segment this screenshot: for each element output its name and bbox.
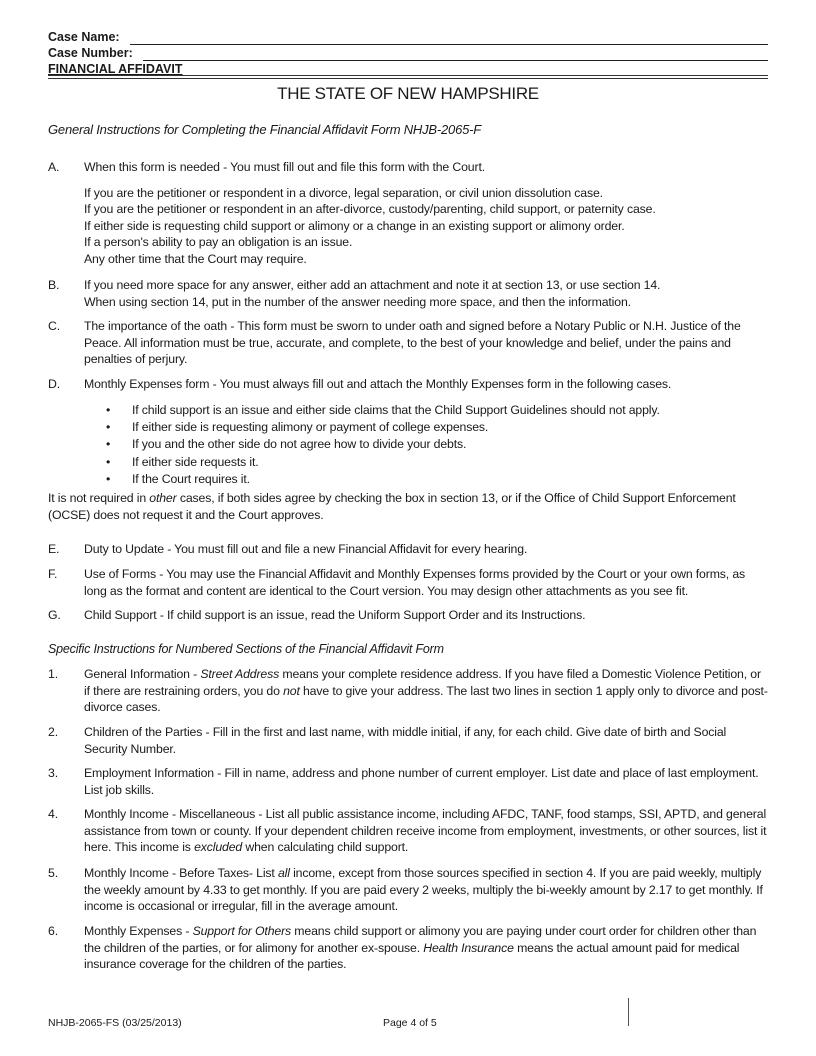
item-label: 5. <box>48 866 58 880</box>
text-emphasis: all <box>277 866 290 880</box>
instruction-b <box>48 277 770 310</box>
text-run: income, except from those sources specified in section 4. If you are paid weekly, multiply the weekly amount by 4.33 to get monthly. If you are paid every 2 weeks, multiply the bi-weekly amount by 2.17 to get monthly. If income is occasional or irregular, fill in the average amount. <box>84 866 763 913</box>
section-1-instruction <box>48 666 770 716</box>
monthly-expenses-bullet-list <box>106 402 660 488</box>
instruction-d <box>48 376 770 393</box>
item-label: 1. <box>48 667 58 681</box>
section-6-text <box>84 923 770 973</box>
instruction-a-sub-4: If a person's ability to pay an obligation is an issue. <box>84 235 353 249</box>
instruction-e <box>48 541 770 558</box>
case-name-label: Case Name: <box>48 30 120 44</box>
text-emphasis: not <box>283 683 300 698</box>
section-6-instruction <box>48 923 770 973</box>
instruction-g <box>48 607 770 624</box>
instruction-a-text: When this form is needed - You must fill out and file this form with the Court. <box>84 160 485 174</box>
text-run: Monthly Income - Miscellaneous - List all public assistance income, including AFDC, TANF, food stamps, SSI, APTD, and general assistance from town or county. If your dependent children receive income from employment, investments, or other sources, list it here. This income is <box>84 807 767 854</box>
instruction-f <box>48 566 770 599</box>
header-divider <box>48 75 768 79</box>
bullet-item: • If either side requests it. <box>106 454 660 471</box>
note-text: It is not required in <box>48 491 150 505</box>
bullet-item: • If you and the other side do not agree how to divide your debts. <box>106 436 660 453</box>
text-emphasis: Support for Others <box>192 924 292 938</box>
instruction-c-text: The importance of the oath - This form must be sworn to under oath and signed before a Notary Public or N.H. Justice of the Peace. All information must be true, accurate, and complete, to the best of your knowledge and belief, under the pains and penalties of perjury. <box>84 319 741 366</box>
instruction-a-sub-3: If either side is requesting child support or alimony or a change in an existing support or alimony order. <box>84 218 625 233</box>
instruction-f-text: Use of Forms - You may use the Financial Affidavit and Monthly Expenses forms provided by the Court or your own forms, as long as the format and content are identical to the Court version. You may design other attachments as you see fit. <box>84 567 746 598</box>
bullet-item: • If the Court requires it. <box>106 471 660 488</box>
state-title: THE STATE OF NEW HAMPSHIRE <box>277 84 539 103</box>
specific-instructions-heading: Specific Instructions for Numbered Sections of the Financial Affidavit Form <box>48 642 444 656</box>
item-label: D. <box>48 377 60 391</box>
item-label: G. <box>48 608 61 622</box>
instruction-g-text: Child Support - If child support is an issue, read the Uniform Support Order and its Instructions. <box>84 608 586 622</box>
item-label: B. <box>48 278 60 292</box>
bullet-item: • If either side is requesting alimony or payment of college expenses. <box>106 419 660 436</box>
case-name-field[interactable] <box>130 44 768 45</box>
instruction-e-text: Duty to Update - You must fill out and file a new Financial Affidavit for every hearing. <box>84 542 528 556</box>
text-emphasis: excluded <box>194 840 243 854</box>
general-instructions-heading: General Instructions for Completing the Financial Affidavit Form NHJB-2065-F <box>48 122 481 137</box>
item-label: 2. <box>48 725 58 739</box>
page-number: Page 4 of 5 <box>383 1017 437 1029</box>
section-4-instruction <box>48 806 770 856</box>
item-label: C. <box>48 319 60 333</box>
item-label: 4. <box>48 807 58 821</box>
item-label: 6. <box>48 924 58 938</box>
instruction-a-sub-5: Any other time that the Court may require. <box>84 251 307 266</box>
text-run: General Information - <box>84 667 201 681</box>
instruction-b-line-2: When using section 14, put in the number of the answer needing more space, and then the information. <box>84 294 631 309</box>
section-4-text <box>84 806 770 856</box>
case-number-field[interactable] <box>143 60 768 61</box>
section-1-text <box>84 666 770 716</box>
item-label: E. <box>48 542 60 556</box>
bullet-item: • If child support is an issue and either side claims that the Child Support Guidelines should not apply. <box>106 402 660 419</box>
section-2-text: Children of the Parties - Fill in the first and last name, with middle initial, if any, for each child. Give date of birth and Social Security Number. <box>84 725 727 756</box>
note-emphasis: other <box>149 491 177 505</box>
case-number-label: Case Number: <box>48 46 133 60</box>
section-3-instruction <box>48 765 770 798</box>
text-run: have to give your address. The last two lines in section 1 apply only to divorce and post-divorce cases. <box>84 683 768 714</box>
text-run: means the actual amount paid for medical insurance coverage for the children of the parties. <box>84 940 740 971</box>
section-5-instruction <box>48 865 770 915</box>
margin-bar <box>628 998 629 1026</box>
item-label: 3. <box>48 766 58 780</box>
text-run: when calculating child support. <box>242 840 409 854</box>
text-run: Monthly Expenses - <box>84 924 193 938</box>
instruction-d-text: Monthly Expenses form - You must always fill out and attach the Monthly Expenses form in the following cases. <box>84 377 672 391</box>
form-id-footer: NHJB-2065-FS (03/25/2013) <box>48 1017 182 1029</box>
text-emphasis: Health Insurance <box>423 940 514 955</box>
instruction-a-sub-1: If you are the petitioner or respondent in a divorce, legal separation, or civil union dissolution case. <box>84 185 603 200</box>
instruction-b-line-1: If you need more space for any answer, either add an attachment and note it at section 13, or use section 14. <box>84 278 661 292</box>
section-3-text: Employment Information - Fill in name, address and phone number of current employer. List date and place of last employment. List job skills. <box>84 766 759 797</box>
instruction-a <box>48 159 770 267</box>
form-title: FINANCIAL AFFIDAVIT <box>48 62 183 76</box>
instruction-c <box>48 318 770 368</box>
note-text: cases, if both sides agree by checking the box in section 13, or if the Office of Child Support Enforcement (OCSE) does not request it and the Court approves. <box>48 491 736 522</box>
text-run: means child support or alimony you are paying under court order for children other than the children of the parties, or for alimony for another ex-spouse. <box>84 924 757 955</box>
instruction-d-note <box>48 490 770 523</box>
text-run: Monthly Income - Before Taxes- List <box>84 866 278 880</box>
text-emphasis: Street Address <box>200 667 280 681</box>
section-2-instruction <box>48 724 770 757</box>
instruction-a-sub-2: If you are the petitioner or respondent in an after-divorce, custody/parenting, child support, or paternity case. <box>84 202 656 216</box>
section-5-text <box>84 865 770 915</box>
text-run: means your complete residence address. If you have filed a Domestic Violence Petition, or if there are restraining orders, you do <box>84 667 761 698</box>
item-label: F. <box>48 567 58 581</box>
item-label: A. <box>48 160 60 174</box>
